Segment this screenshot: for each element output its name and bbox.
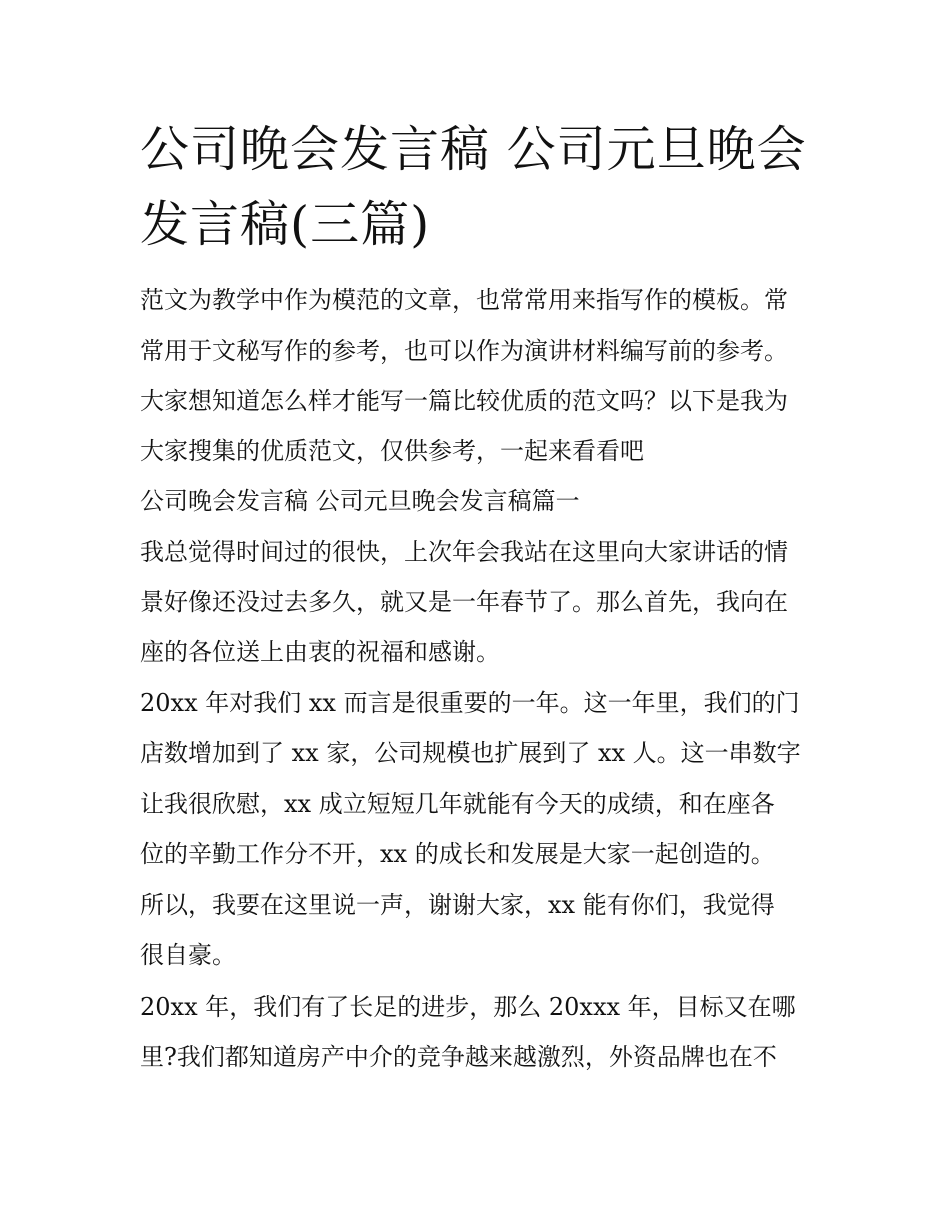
body-line: 20xx 年对我们 xx 而言是很重要的一年。这一年里，我们的门 [140, 689, 800, 717]
body-line: 景好像还没过去多久，就又是一年春节了。那么首先，我向在 [140, 588, 788, 616]
body-line: 大家搜集的优质范文，仅供参考，一起来看看吧 [140, 437, 644, 465]
body-line: 位的辛勤工作分不开，xx 的成长和发展是大家一起创造的。 [140, 840, 775, 868]
body-line: 常用于文秘写作的参考，也可以作为演讲材料编写前的参考。 [140, 337, 788, 365]
body-line: 很自豪。 [140, 941, 236, 969]
body-line: 里?我们都知道房产中介的竞争越来越激烈，外资品牌也在不 [140, 1043, 777, 1071]
body-line: 座的各位送上由衷的祝福和感谢。 [140, 638, 500, 666]
body-line: 范文为教学中作为模范的文章，也常常用来指写作的模板。常 [140, 286, 788, 314]
body-line: 让我很欣慰，xx 成立短短几年就能有今天的成绩，和在座各 [140, 790, 775, 818]
body-line: 我总觉得时间过的很快，上次年会我站在这里向大家讲话的情 [140, 538, 788, 566]
body-line: 店数增加到了 xx 家，公司规模也扩展到了 xx 人。这一串数字 [140, 739, 801, 767]
body-line: 所以，我要在这里说一声，谢谢大家，xx 能有你们，我觉得 [140, 891, 775, 919]
body-line: 大家想知道怎么样才能写一篇比较优质的范文吗？以下是我为 [140, 387, 788, 415]
section-heading: 公司晚会发言稿 公司元旦晚会发言稿篇一 [140, 487, 580, 515]
title-line-2: 发言稿(三篇) [140, 196, 431, 253]
body-line: 20xx 年，我们有了长足的进步，那么 20xxx 年，目标又在哪 [140, 993, 796, 1021]
title-line-1: 公司晚会发言稿 公司元旦晚会 [140, 121, 807, 178]
document-title [140, 112, 820, 262]
